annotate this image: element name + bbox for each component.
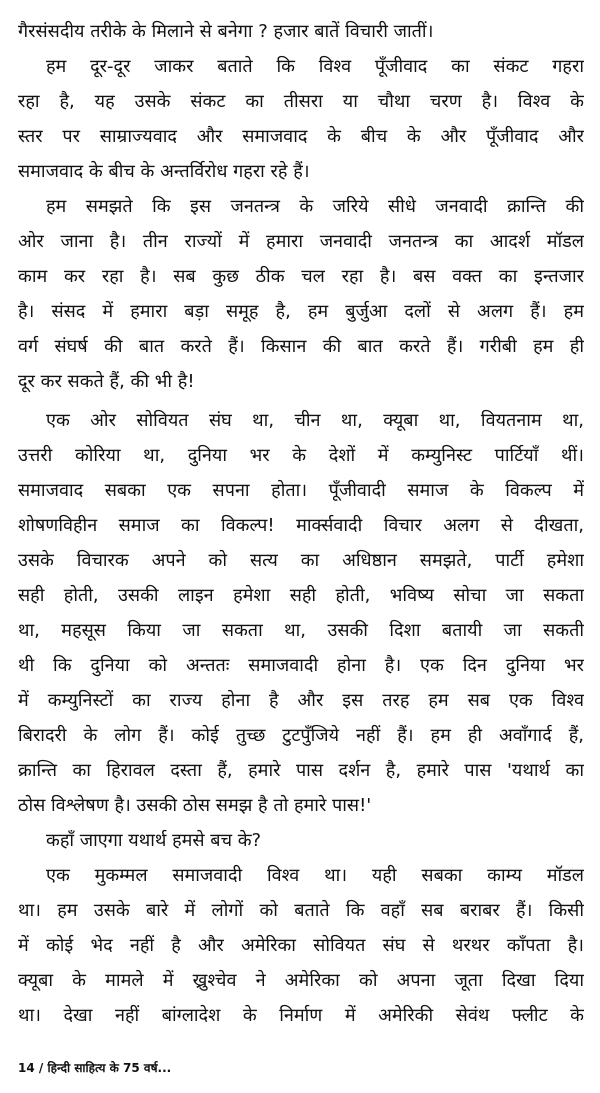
text-line: एक ओर सोवियत संघ था, चीन था, क्यूबा था, वियतनाम था, (46, 410, 584, 431)
text-line: रहा है, यह उसके संकट का तीसरा या चौथा चरण है। विश्व के (18, 91, 584, 112)
text-line: था, महसूस किया जा सकता था, उसकी दिशा बतायी जा सकती (18, 620, 584, 641)
running-title: हिन्दी साहित्य के 75 वर्ष... (47, 1061, 172, 1075)
page-number: 14 (18, 1061, 35, 1075)
text-line: हम समझते कि इस जनतन्त्र के जरिये सीधे जनवादी क्रान्ति की (46, 196, 584, 217)
text-line: में कम्युनिस्टों का राज्य होना है और इस तरह हम सब एक विश्व (18, 690, 584, 711)
text-line: उसके विचारक अपने को सत्य का अधिष्ठान समझते, पार्टी हमेशा (18, 550, 584, 571)
text-line: सही होती, उसकी लाइन हमेशा सही होती, भविष्य सोचा जा सकता (18, 585, 584, 606)
text-line: क्यूबा के मामले में ख्रुश्चेव ने अमेरिका को अपना जूता दिखा दिया (18, 970, 584, 991)
text-line: शोषणविहीन समाज का विकल्प! मार्क्सवादी विचार अलग से दीखता, (18, 515, 584, 536)
text-line: था। देखा नहीं बांग्लादेश के निर्माण में अमेरिकी सेवंथ फ्लीट के (18, 1005, 584, 1026)
text-line: समाजवाद के बीच के अन्तर्विरोध गहरा रहे हैं। (18, 161, 310, 182)
text-line: में कोई भेद नहीं है और अमेरिका सोवियत संघ से थरथर काँपता है। (18, 935, 584, 956)
text-line: क्रान्ति का हिरावल दस्ता हैं, हमारे पास दर्शन है, हमारे पास 'यथार्थ का (18, 760, 584, 781)
text-line: उत्तरी कोरिया था, दुनिया भर के देशों में कम्युनिस्ट पार्टियाँ थीं। (18, 445, 584, 466)
text-line: है। संसद में हमारा बड़ा समूह है, हम बुर्जुआ दलों से अलग हैं। हम (18, 301, 584, 322)
text-line: बिरादरी के लोग हैं। कोई तुच्छ टुटपुँजिये नहीं हैं। हम ही अवाँगार्द हैं, (18, 725, 584, 746)
footer-separator: / (38, 1061, 44, 1075)
page-footer (18, 1058, 171, 1078)
text-line: हम दूर-दूर जाकर बताते कि विश्व पूँजीवाद का संकट गहरा (46, 56, 584, 77)
text-line: काम कर रहा है। सब कुछ ठीक चल रहा है। बस वक्त का इन्तजार (18, 266, 584, 287)
text-line: ठोस विश्लेषण है। उसकी ठोस समझ है तो हमारे पास!' (18, 795, 372, 816)
text-line: वर्ग संघर्ष की बात करते हैं। किसान की बात करते हैं। गरीबी हम ही (18, 336, 584, 357)
text-line: समाजवाद सबका एक सपना होता। पूँजीवादी समाज के विकल्प में (18, 480, 584, 501)
text-line: स्तर पर साम्राज्यवाद और समाजवाद के बीच के और पूँजीवाद और (18, 126, 584, 147)
text-line: ओर जाना है। तीन राज्यों में हमारा जनवादी जनतन्त्र का आदर्श मॉडल (18, 231, 584, 252)
text-line: कहाँ जाएगा यथार्थ हमसे बच के? (46, 830, 262, 851)
text-line: था। हम उसके बारे में लोगों को बताते कि वहाँ सब बराबर हैं। किसी (18, 900, 584, 921)
text-line: थी कि दुनिया को अन्ततः समाजवादी होना है। एक दिन दुनिया भर (18, 655, 584, 676)
page-body-text (18, 14, 584, 1033)
text-line: दूर कर सकते हैं, की भी है! (18, 371, 195, 392)
text-line: गैरसंसदीय तरीके के मिलाने से बनेगा ? हजार बातें विचारी जातीं। (18, 21, 434, 42)
text-line: एक मुकम्मल समाजवादी विश्व था। यही सबका काम्य मॉडल (46, 865, 584, 886)
